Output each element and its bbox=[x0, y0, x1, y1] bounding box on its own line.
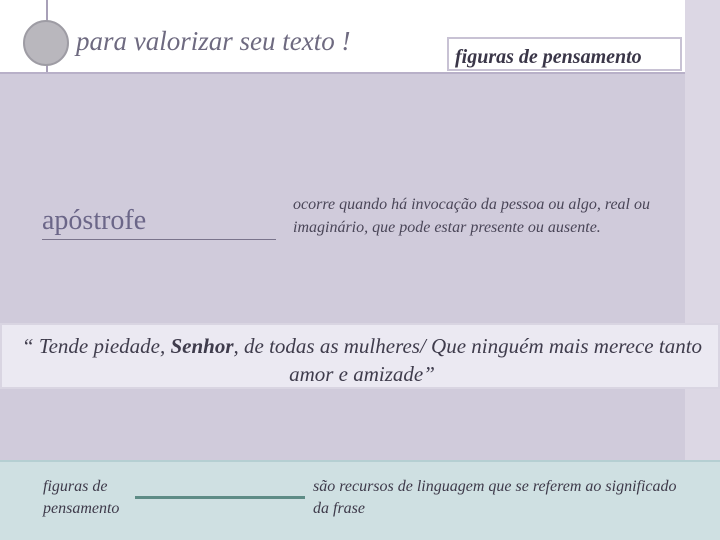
footer-definition: são recursos de linguagem que se referem ao significado da frase bbox=[313, 478, 677, 517]
quote-part-1: “ Tende piedade, bbox=[21, 334, 171, 358]
example-quote bbox=[2, 332, 720, 388]
quote-bold-word: Senhor bbox=[170, 334, 234, 358]
slide-title: para valorizar seu texto ! bbox=[76, 26, 351, 56]
example-quote-box bbox=[0, 323, 720, 389]
topic-tag-label: figuras de pensamento bbox=[455, 46, 642, 68]
topic-tag bbox=[447, 37, 682, 71]
term-heading: apóstrofe bbox=[42, 205, 147, 236]
term-definition: ocorre quando há invocação da pessoa ou algo, real ou imaginário, que pode estar presente ou ausente. bbox=[293, 196, 650, 236]
footer-term: figuras de pensamento bbox=[43, 478, 120, 517]
circle-ornament-icon bbox=[23, 20, 69, 66]
header-divider bbox=[0, 72, 685, 74]
right-edge-strip bbox=[685, 0, 720, 540]
footer-rule bbox=[135, 496, 305, 499]
quote-part-2: , de todas as mulheres/ Que ninguém mais merece tanto amor e amizade” bbox=[233, 334, 703, 386]
term-underline bbox=[42, 239, 276, 240]
